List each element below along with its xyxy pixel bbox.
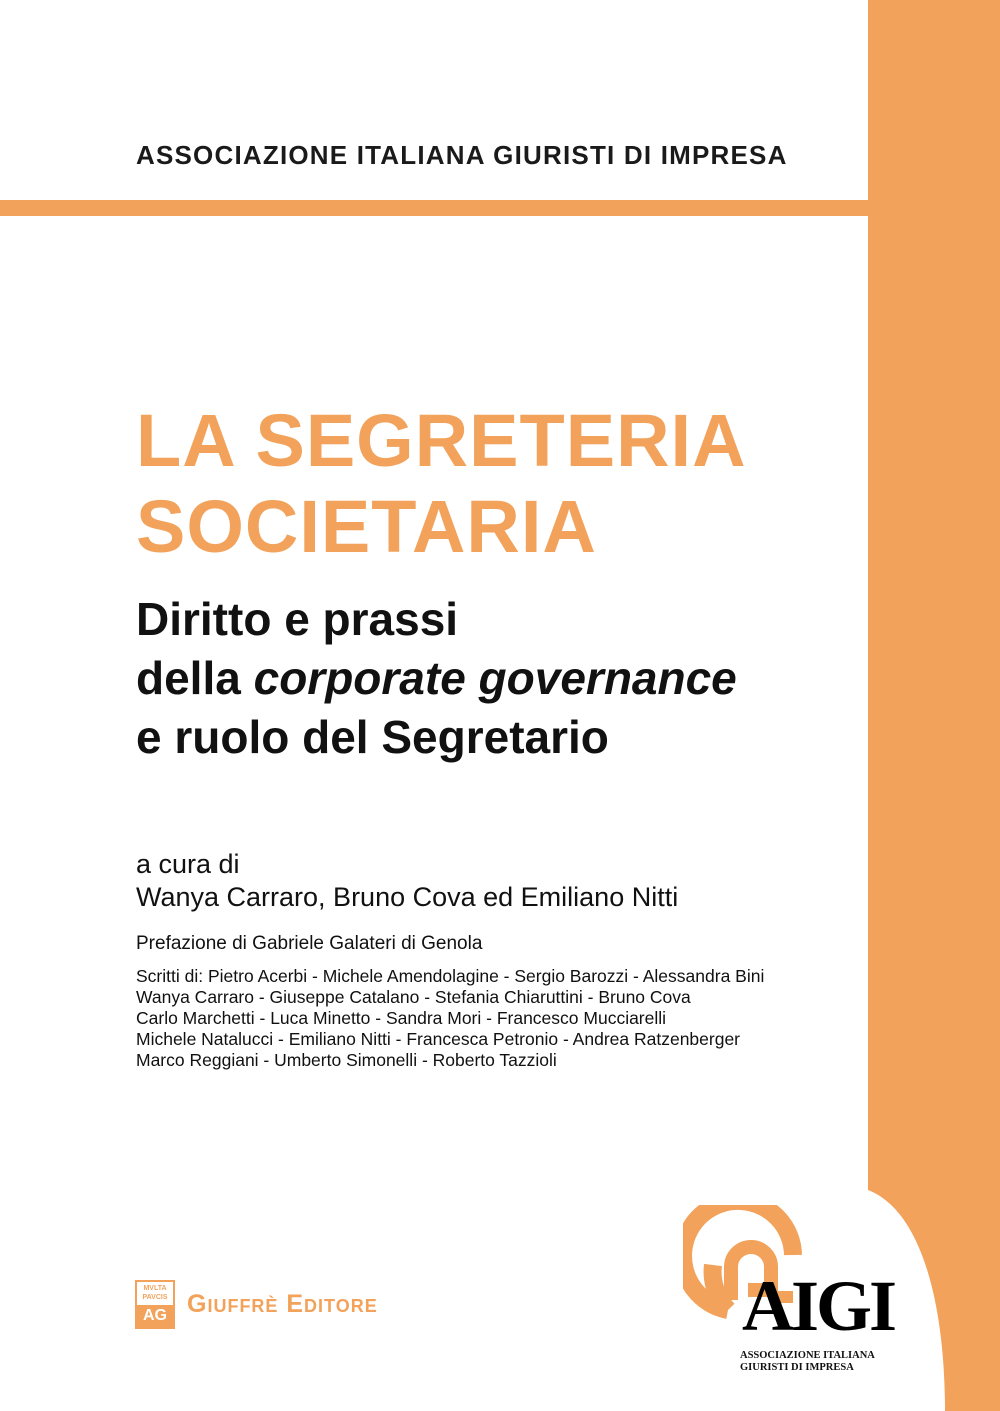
writers-line: Wanya Carraro - Giuseppe Catalano - Stefania Chiaruttini - Bruno Cova xyxy=(136,987,691,1007)
preface: Prefazione di Gabriele Galateri di Genola xyxy=(136,933,483,954)
publisher-logo xyxy=(135,1280,378,1329)
editors-label: a cura di xyxy=(136,849,240,879)
writers-line: Marco Reggiani - Umberto Simonelli - Roberto Tazzioli xyxy=(136,1050,557,1070)
subtitle-line: Diritto e prassi xyxy=(136,593,459,645)
title-line: LA SEGRETERIA xyxy=(136,399,747,482)
writers-list xyxy=(136,966,764,1071)
book-title xyxy=(136,398,747,570)
association-header: ASSOCIAZIONE ITALIANA GIURISTI DI IMPRESA xyxy=(136,140,788,170)
editors-names: Wanya Carraro, Bruno Cova ed Emiliano Nitti xyxy=(136,882,679,912)
aigi-acronym: AIGI xyxy=(742,1266,895,1346)
title-line: SOCIETARIA xyxy=(136,485,597,568)
book-subtitle xyxy=(136,590,737,767)
subtitle-prefix: della xyxy=(136,652,254,704)
orange-band xyxy=(0,200,868,216)
writers-line: Michele Natalucci - Emiliano Nitti - Francesca Petronio - Andrea Ratzenberger xyxy=(136,1029,741,1049)
subtitle-line xyxy=(136,649,737,708)
subtitle-line: e ruolo del Segretario xyxy=(136,711,609,763)
editors xyxy=(136,848,678,914)
subtitle-italic: corporate governance xyxy=(253,652,737,704)
publisher-mark xyxy=(135,1280,175,1329)
publisher-initials: AG xyxy=(137,1305,173,1327)
aigi-fullname xyxy=(740,1350,875,1374)
aigi-line: ASSOCIAZIONE ITALIANA xyxy=(740,1350,875,1361)
aigi-line: GIURISTI DI IMPRESA xyxy=(740,1362,854,1373)
publisher-motto: MVLTA PAVCIS xyxy=(142,1285,168,1301)
writers-line: Scritti di: Pietro Acerbi - Michele Amendolagine - Sergio Barozzi - Alessandra Bini xyxy=(136,966,765,986)
writers-line: Carlo Marchetti - Luca Minetto - Sandra Mori - Francesco Mucciarelli xyxy=(136,1008,667,1028)
publisher-name: Giuffrè Editore xyxy=(187,1290,378,1318)
